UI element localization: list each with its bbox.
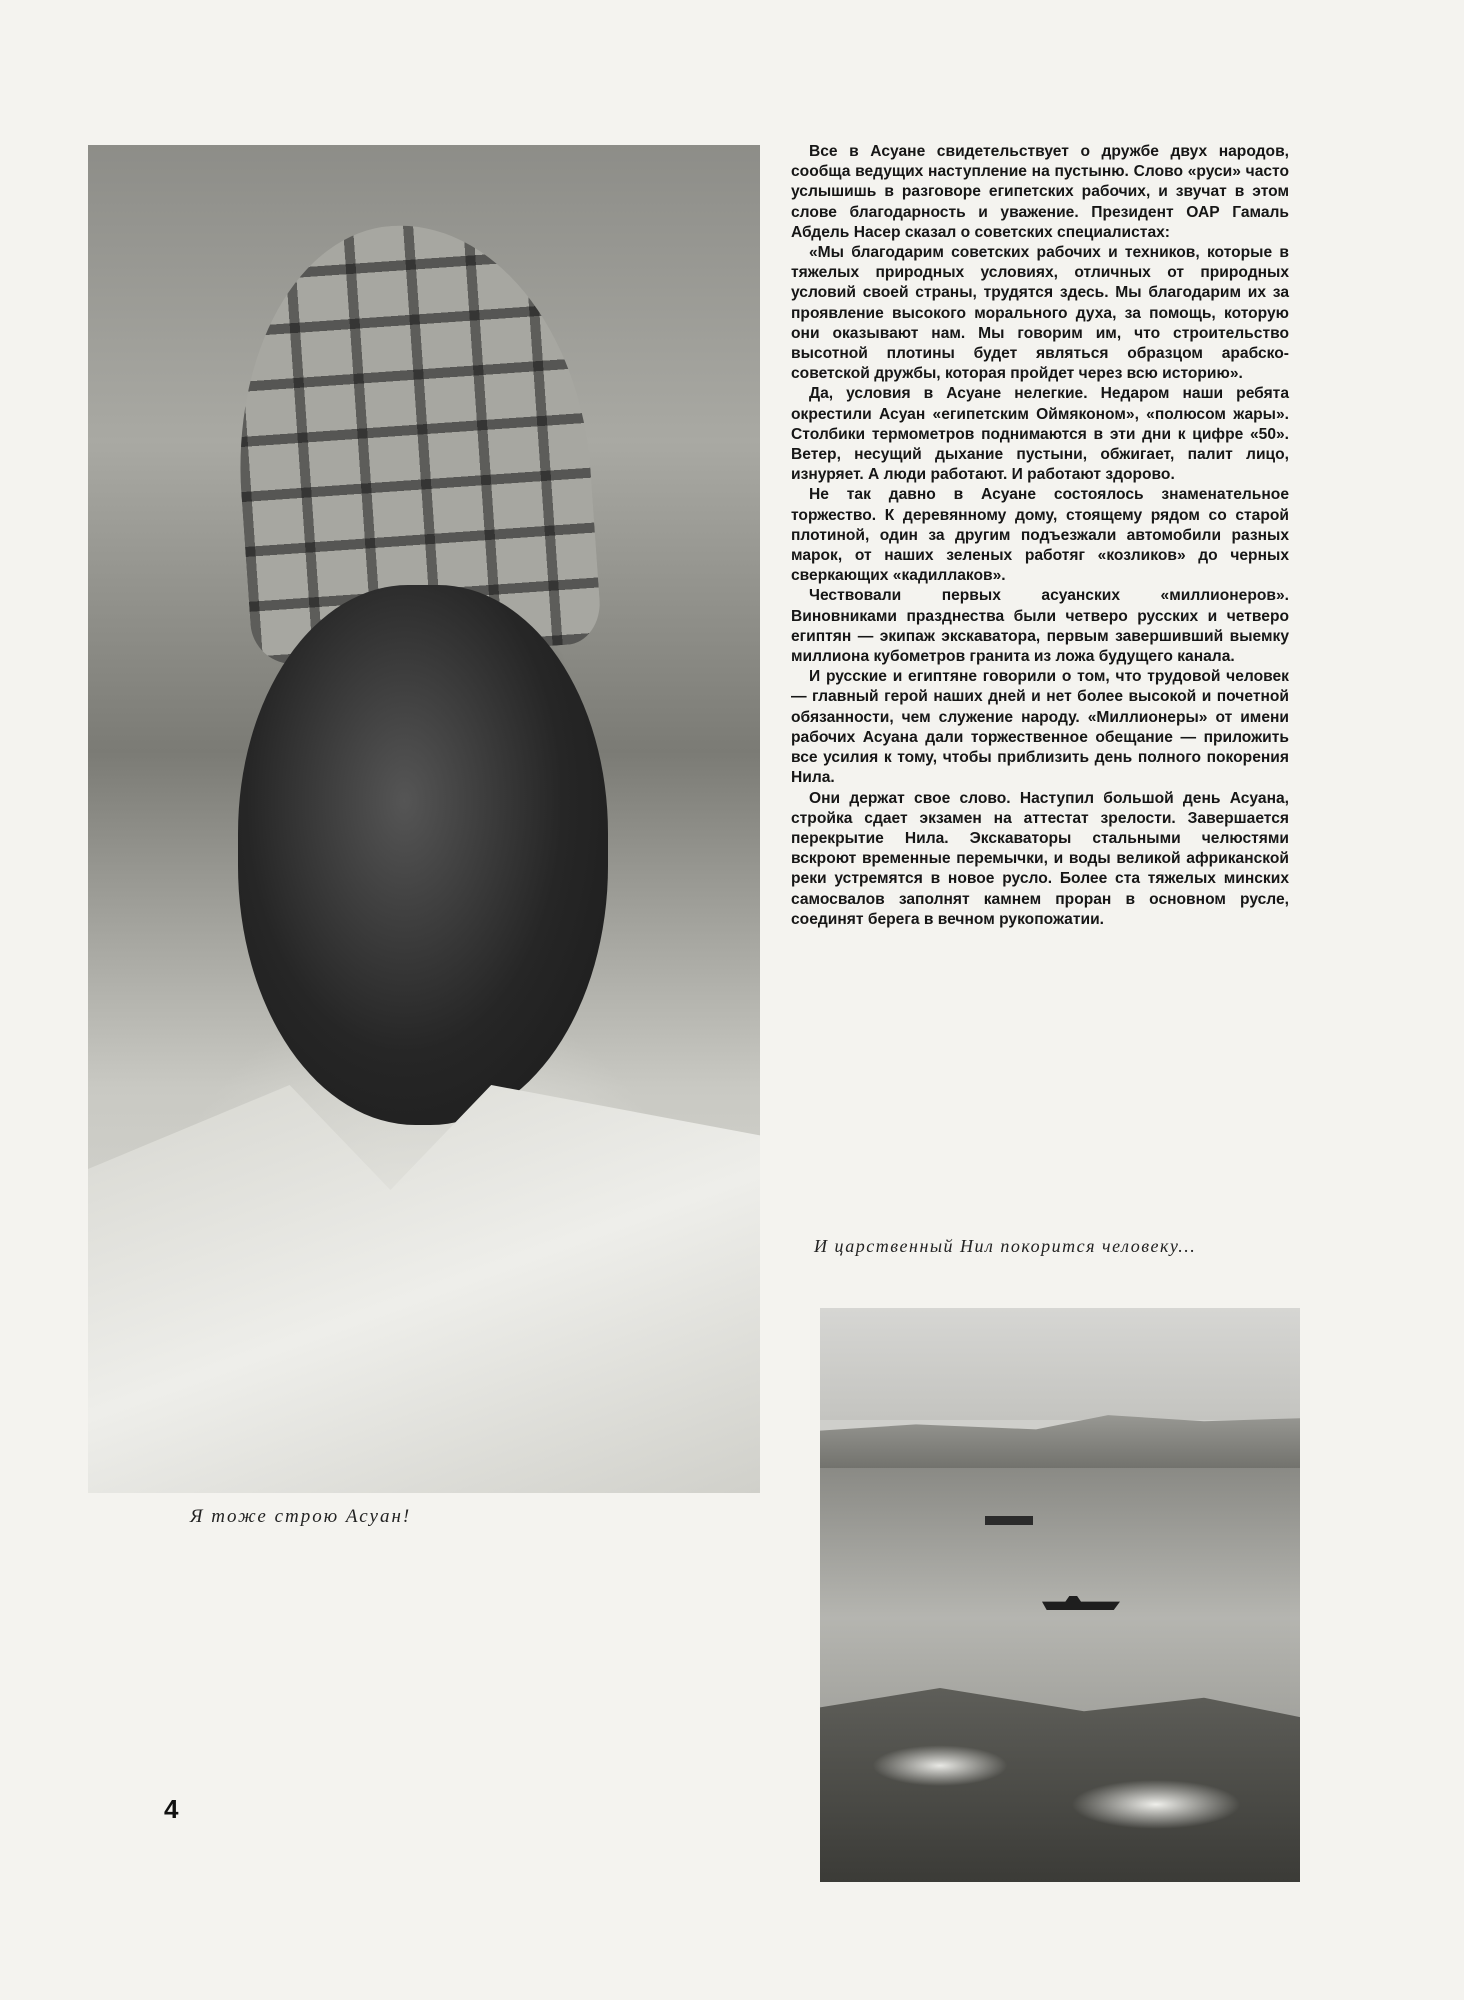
article-paragraph: «Мы благодарим советских рабочих и техников, которые в тяжелых природных условиях, отличных от природных условий своей страны, трудятся здесь. Мы благодарим их за проявление высокого морального духа, за помощь, которую они оказывают нам. Мы говорим им, что строительство высотной плотины будет являться образцом арабско-советской дружбы, которая пройдет через всю историю». [791, 244, 1289, 383]
sky [820, 1308, 1300, 1420]
article-paragraph: Да, условия в Асуане нелегкие. Недаром наши ребята окрестили Асуан «египетским Оймяконом», «полюсом жары». Столбики термометров поднимаются в эти дни к цифре «50». Ветер, несущий дыхание пустыни, обжигает, палит лицо, изнуряет. А люди работают. И работают здорово. [791, 385, 1289, 484]
article-paragraph: Все в Асуане свидетельствует о дружбе двух народов, сообща ведущих наступление на пустыню. Слово «руси» часто услышишь в разговоре египетских рабочих, и звучат в этом слове благодарность и уважение. Президент ОАР Гамаль Абдель Насер сказал о советских специалистах: [791, 143, 1289, 241]
article-paragraph: Чествовали первых асуанских «миллионеров». Виновниками празднества были четверо русских и четверо египтян — экипаж экскаватора, первым завершивший выемку миллиона кубометров гранита из ложа будущего канала. [791, 587, 1289, 666]
article-paragraph: Не так давно в Асуане состоялось знаменательное торжество. К деревянному дому, стоящему рядом со старой плотиной, один за другим подъезжали автомобили разных марок, от наших зеленых работяг «козликов» до черных сверкающих «кадиллаков». [791, 486, 1289, 585]
boat [985, 1516, 1033, 1525]
river-water [820, 1468, 1300, 1718]
near-rocks [820, 1688, 1300, 1882]
nile-caption: И царственный Нил покорится человеку... [814, 1236, 1197, 1256]
article-paragraph: Они держат свое слово. Наступил большой день Асуана, стройка сдает экзамен на аттестат зрелости. Завершается перекрытие Нила. Экскаваторы стальными челюстями вскроют временные перемычки, и воды великой африканской реки устремятся в новое русло. Более ста тяжелых минских самосвалов заполнят камнем проран в основном русле, соединят берега в вечном рукопожатии. [791, 789, 1289, 928]
portrait-caption: Я тоже строю Асуан! [190, 1506, 412, 1527]
article-text [791, 142, 1289, 930]
nile-photo [820, 1308, 1300, 1882]
face-shape [238, 585, 608, 1125]
portrait-photo [88, 145, 760, 1493]
far-bank [820, 1412, 1300, 1474]
page-number: 4 [164, 1794, 179, 1824]
shirt-shape [88, 1085, 760, 1493]
article-paragraph: И русские и египтяне говорили о том, что трудовой человек — главный герой наших дней и нет более высокой и почетной обязанности, чем служение народу. «Миллионеры» от имени рабочих Асуана дали торжественное обещание — приложить все усилия к тому, чтобы приблизить день полного покорения Нила. [791, 668, 1289, 787]
